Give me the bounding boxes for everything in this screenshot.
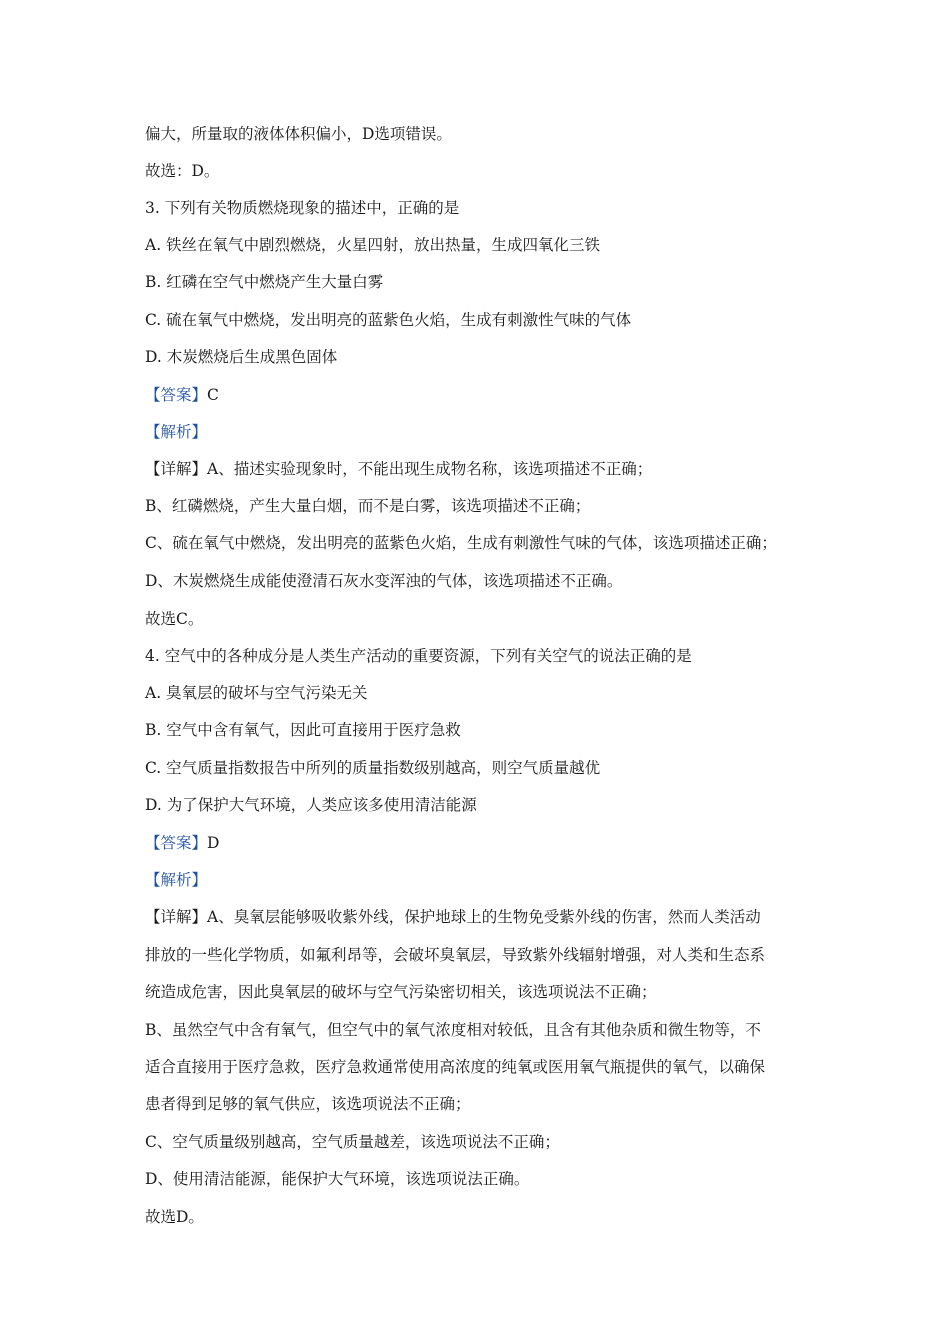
question-4-stem: 4. 空气中的各种成分是人类生产活动的重要资源，下列有关空气的说法正确的是 [145,647,692,665]
text-line: 排放的一些化学物质，如氟利昂等，会破坏臭氧层，导致紫外线辐射增强，对人类和生态系 [145,946,766,964]
text-line: B、红磷燃烧，产生大量白烟，而不是白雾，该选项描述不正确； [145,497,591,515]
text-line: 故选：D。 [145,162,220,180]
text-line: D、木炭燃烧生成能使澄清石灰水变浑浊的气体，该选项描述不正确。 [145,572,623,590]
text-line: C、硫在氧气中燃烧，发出明亮的蓝紫色火焰，生成有刺激性气味的气体，该选项描述正确； [145,534,777,552]
question-3-option-c: C. 硫在氧气中燃烧，发出明亮的蓝紫色火焰，生成有刺激性气味的气体 [145,311,632,329]
answer-tag: 【答案】 [145,834,208,852]
text-line: 故选C。 [145,610,204,628]
answer-value: C [207,386,219,404]
analysis-tag: 【解析】 [145,871,208,889]
question-3-option-d: D. 木炭燃烧后生成黑色固体 [145,348,338,366]
question-3-answer [145,385,825,405]
text-line: 故选D。 [145,1208,204,1226]
question-3-option-b: B. 红磷在空气中燃烧产生大量白雾 [145,273,384,291]
question-4-option-c: C. 空气质量指数报告中所列的质量指数级别越高，则空气质量越优 [145,759,601,777]
text-line: 统造成危害，因此臭氧层的破坏与空气污染密切相关，该选项说法不正确； [145,983,657,1001]
answer-tag: 【答案】 [145,386,208,404]
question-4-option-d: D. 为了保护大气环境，人类应该多使用清洁能源 [145,796,477,814]
text-line: 【详解】A、描述实验现象时，不能出现生成物名称，该选项描述不正确； [145,460,653,478]
text-line: B、虽然空气中含有氧气，但空气中的氧气浓度相对较低，且含有其他杂质和微生物等，不 [145,1021,761,1039]
text-line: C、空气质量级别越高，空气质量越差，该选项说法不正确； [145,1133,560,1151]
text-line: 适合直接用于医疗急救，医疗急救通常使用高浓度的纯氧或医用氧气瓶提供的氧气，以确保 [145,1058,766,1076]
question-3-stem: 3. 下列有关物质燃烧现象的描述中，正确的是 [145,199,460,217]
text-line: 偏大，所量取的液体体积偏小，D选项错误。 [145,125,452,143]
question-4-answer [145,833,825,853]
question-4-analysis [145,870,825,890]
question-4-option-b: B. 空气中含有氧气，因此可直接用于医疗急救 [145,721,461,739]
answer-value: D [207,834,220,852]
text-line: 【详解】A、臭氧层能够吸收紫外线，保护地球上的生物免受紫外线的伤害，然而人类活动 [145,908,761,926]
question-4-option-a: A. 臭氧层的破坏与空气污染无关 [145,684,368,702]
text-line: D、使用清洁能源，能保护大气环境，该选项说法正确。 [145,1170,530,1188]
analysis-tag: 【解析】 [145,423,208,441]
question-3-option-a: A. 铁丝在氧气中剧烈燃烧，火星四射，放出热量，生成四氧化三铁 [145,236,601,254]
question-3-analysis [145,422,825,442]
text-line: 患者得到足够的氧气供应，该选项说法不正确； [145,1095,471,1113]
